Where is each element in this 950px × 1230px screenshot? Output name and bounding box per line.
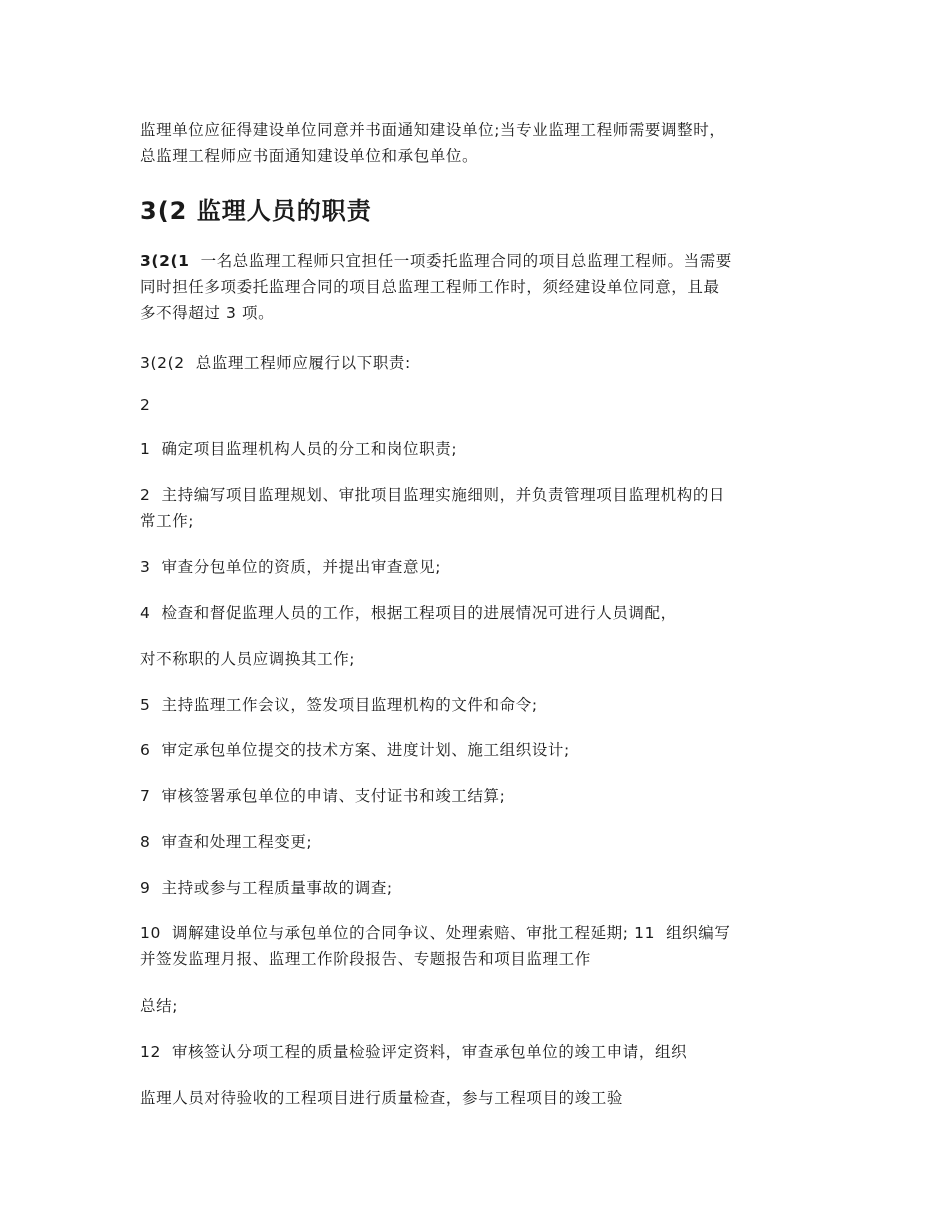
clause-321-line-3: 多不得超过 3 项。 — [140, 304, 275, 322]
section-heading — [140, 195, 372, 227]
duty-5: 5 主持监理工作会议，签发项目监理机构的文件和命令; — [140, 696, 538, 714]
clause-322: 3(2(2 总监理工程师应履行以下职责: — [140, 354, 411, 372]
duty-10-line-1: 10 调解建设单位与承包单位的合同争议、处理索赔、审批工程延期; 11 组织编写 — [140, 924, 731, 942]
section-number: 3(2 — [140, 197, 188, 225]
clause-321-line-2: 同时担任多项委托监理合同的项目总监理工程师工作时，须经建设单位同意，且最 — [140, 278, 720, 296]
intro-line-2: 总监理工程师应书面通知建设单位和承包单位。 — [140, 147, 479, 165]
duty-3: 3 审查分包单位的资质，并提出审查意见; — [140, 558, 442, 576]
duty-12-line-2: 监理人员对待验收的工程项目进行质量检查，参与工程项目的竣工验 — [140, 1089, 624, 1107]
duty-4-line-2: 对不称职的人员应调换其工作; — [140, 650, 356, 668]
section-title: 监理人员的职责 — [196, 197, 372, 225]
duty-12-line-1: 12 审核签认分项工程的质量检验评定资料，审查承包单位的竣工申请，组织 — [140, 1043, 688, 1061]
duty-11-line-3: 总结; — [140, 997, 179, 1015]
clause-321-text-1: 一名总监理工程师只宜担任一项委托监理合同的项目总监理工程师。当需要 — [200, 252, 732, 270]
duty-4-line-1: 4 检查和督促监理人员的工作，根据工程项目的进展情况可进行人员调配， — [140, 604, 677, 622]
duty-9: 9 主持或参与工程质量事故的调查; — [140, 879, 393, 897]
duty-6: 6 审定承包单位提交的技术方案、进度计划、施工组织设计; — [140, 741, 570, 759]
stray-number: 2 — [140, 396, 151, 414]
clause-321-line-1 — [140, 248, 812, 274]
duty-1: 1 确定项目监理机构人员的分工和岗位职责; — [140, 440, 458, 458]
clause-321-number: 3(2(1 — [140, 252, 190, 270]
duty-2-line-1: 2 主持编写项目监理规划、审批项目监理实施细则，并负责管理项目监理机构的日 — [140, 486, 726, 504]
duty-10-line-2: 并签发监理月报、监理工作阶段报告、专题报告和项目监理工作 — [140, 950, 591, 968]
duty-2-line-2: 常工作; — [140, 512, 195, 530]
duty-8: 8 审查和处理工程变更; — [140, 833, 313, 851]
duty-7: 7 审核签署承包单位的申请、支付证书和竣工结算; — [140, 787, 506, 805]
intro-line-1: 监理单位应征得建设单位同意并书面通知建设单位;当专业监理工程师需要调整时， — [140, 121, 726, 139]
